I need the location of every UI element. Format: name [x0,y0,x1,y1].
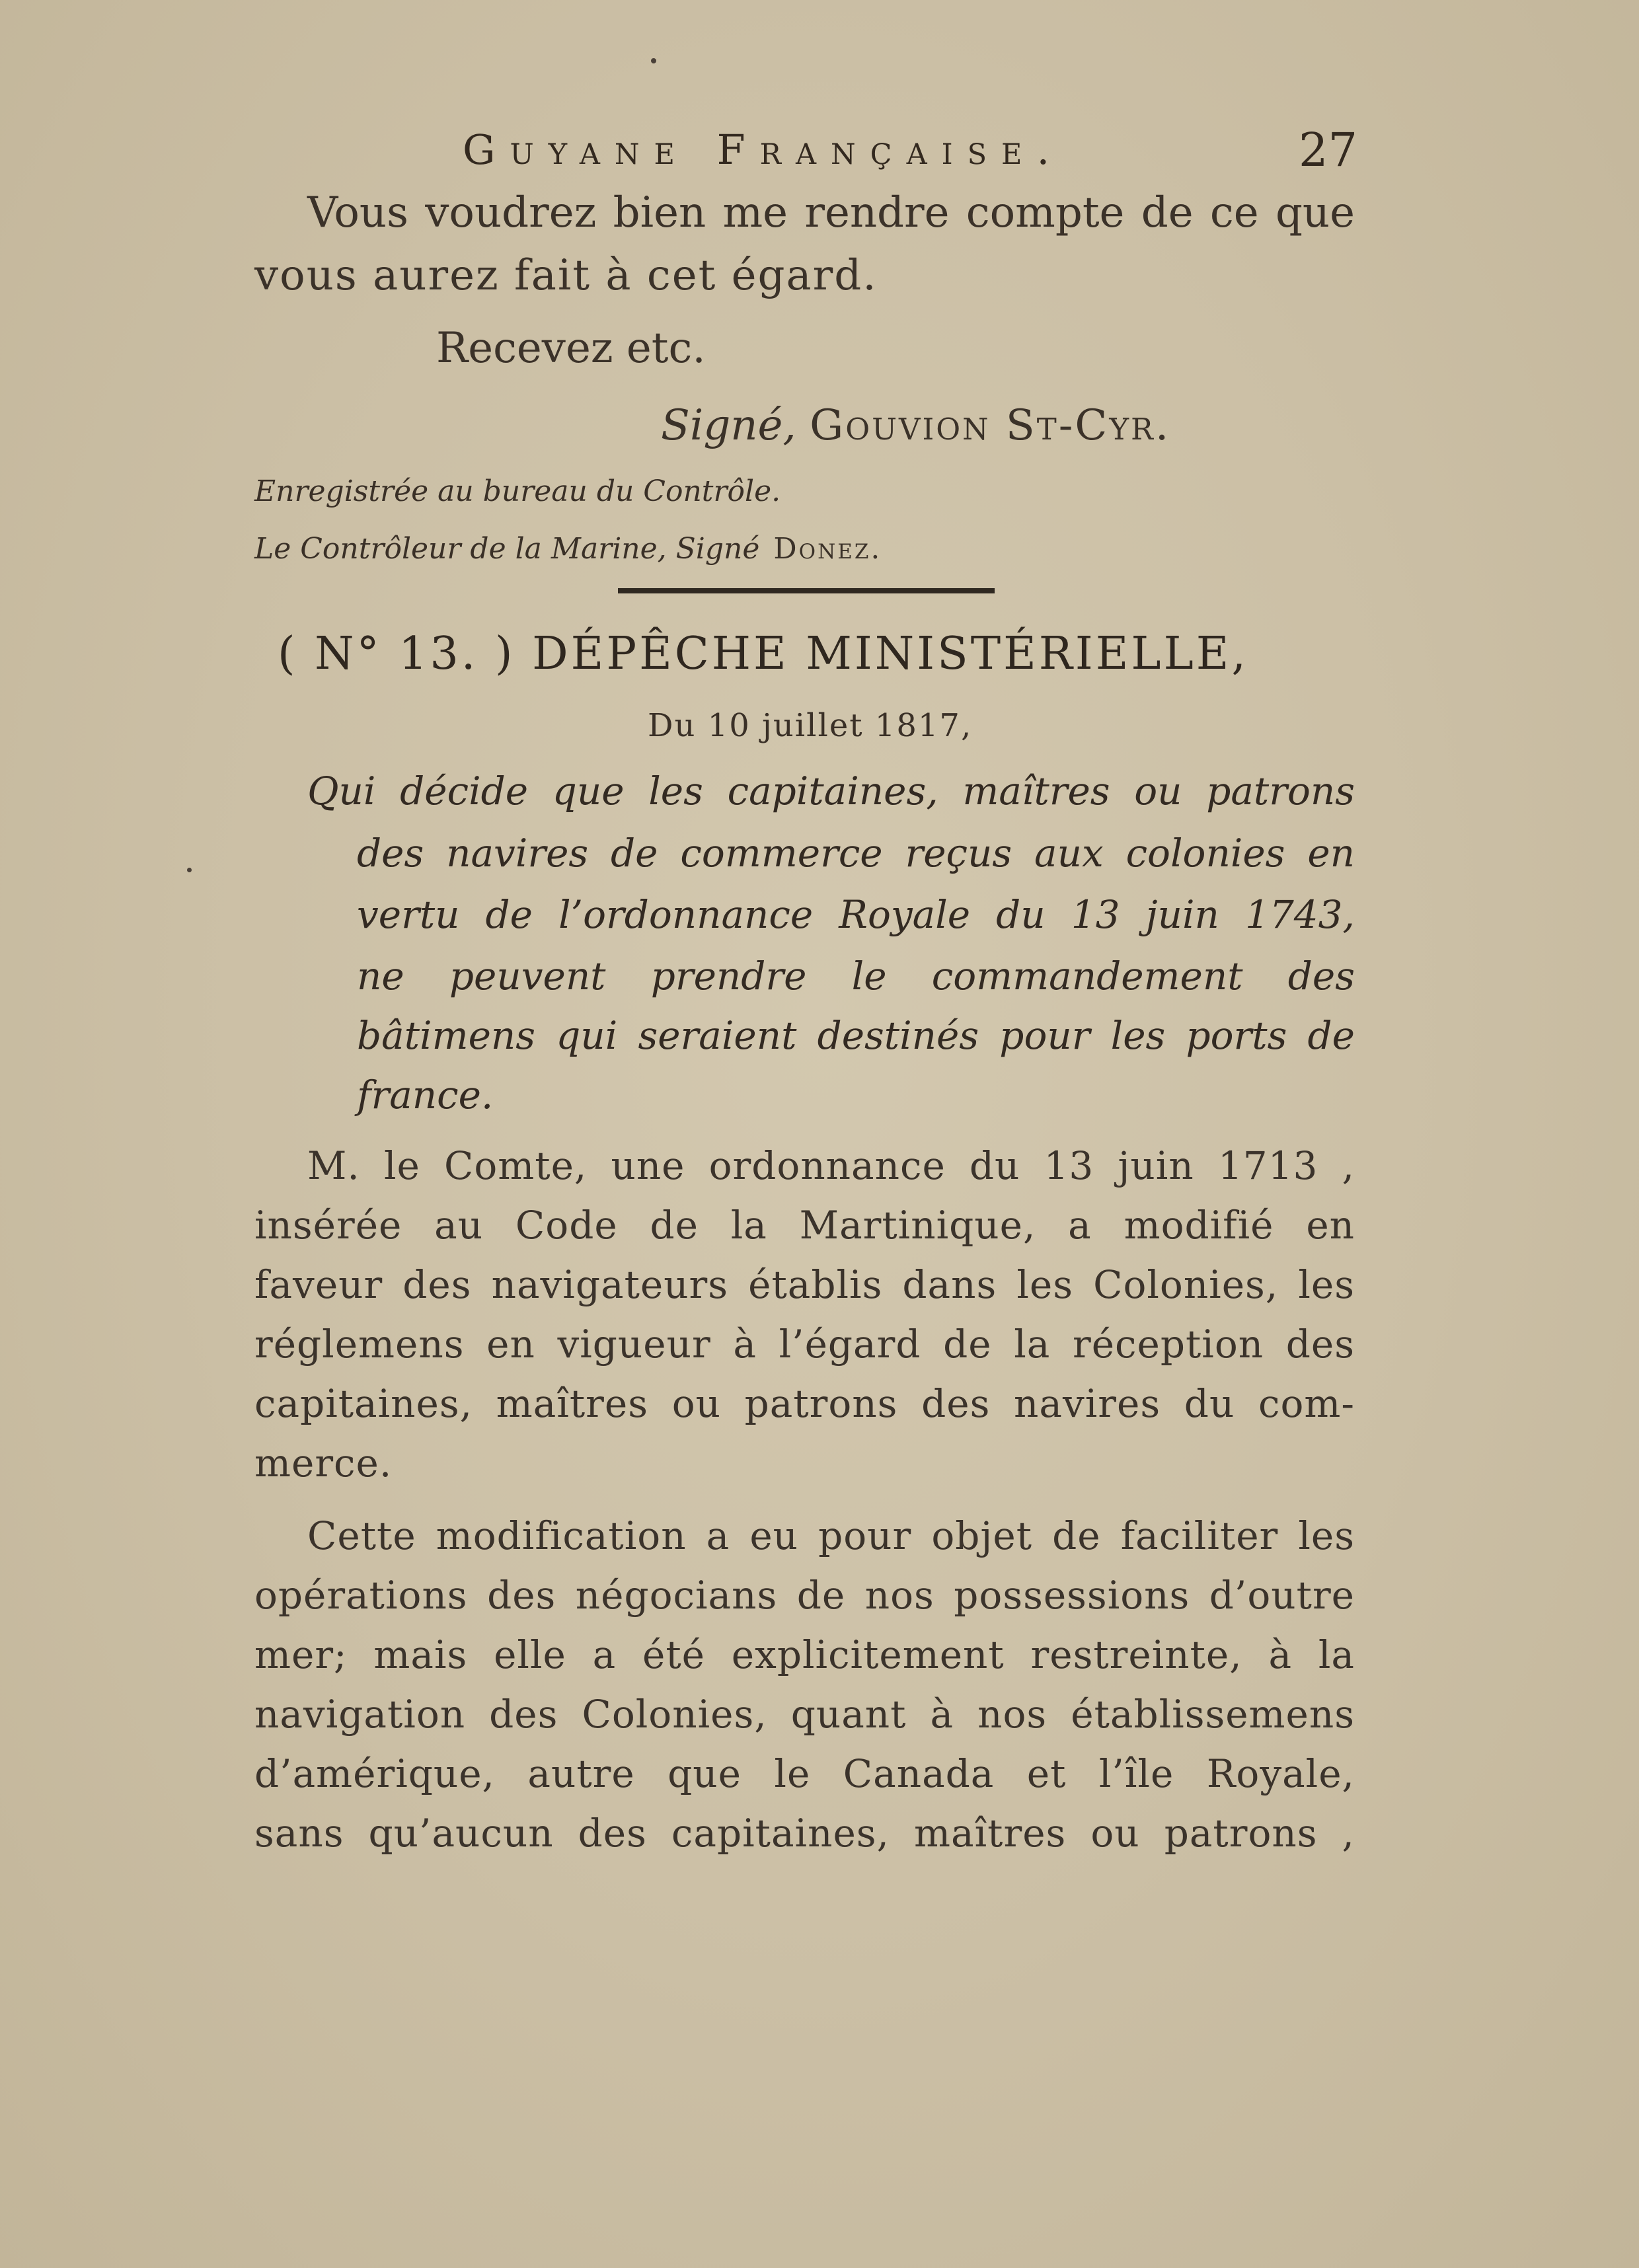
paragraph2-line-4: navigation des Colonies, quant à nos établissemens [254,1692,1355,1737]
paragraph2-line-5: d’amérique, autre que le Canada et l’île Royale, [254,1751,1355,1796]
summary-line-6: france. [357,1073,494,1117]
summary-line-1: Qui décide que les capitaines, maîtres ou patrons [307,769,1355,813]
signed-label: Signé, [661,401,796,450]
paragraph2-line-6: sans qu’aucun des capitaines, maîtres ou patrons , [254,1811,1355,1856]
registration-controller-name: Donez. [773,532,882,566]
summary-line-4: ne peuvent prendre le commandement des [357,954,1355,999]
summary-line-2: des navires de commerce reçus aux colonies en [357,831,1355,876]
letter-signature [661,401,1171,450]
ink-speck [651,58,656,63]
letter-line-2: vous aurez fait à cet égard. [254,251,878,300]
dispatch-heading: ( N° 13. ) DÉPÊCHE MINISTÉRIELLE, [278,628,1248,680]
paragraph1-line-5: capitaines, maîtres ou patrons des navires du com- [254,1381,1355,1426]
section-divider [618,588,995,593]
paragraph1-line-3: faveur des navigateurs établis dans les Colonies, les [254,1262,1355,1307]
registration-line-2 [254,522,882,566]
letter-line-1: Vous voudrez bien me rendre compte de ce que [307,188,1355,237]
signer-name: Gouvion St-Cyr. [810,401,1171,450]
registration-line-1: Enregistrée au bureau du Contrôle. [254,474,781,508]
registration-line-2-prefix: Le Contrôleur de la Marine, Signé [254,532,760,566]
paragraph1-line-2: insérée au Code de la Martinique, a modifié en [254,1203,1355,1248]
paragraph2-line-3: mer; mais elle a été explicitement restreinte, à la [254,1632,1355,1677]
letter-closing: Recevez etc. [436,324,706,373]
ink-speck [187,868,192,872]
running-header-title: Guyane Française. [463,126,1065,174]
summary-line-3: vertu de l’ordonnance Royale du 13 juin 1743, [357,892,1355,937]
paragraph2-line-1: Cette modification a eu pour objet de faciliter les [307,1513,1355,1558]
paragraph1-line-1: M. le Comte, une ordonnance du 13 juin 1713 , [307,1143,1355,1188]
paragraph2-line-2: opérations des négocians de nos possessions d’outre [254,1573,1355,1618]
paragraph1-line-6: merce. [254,1441,393,1486]
dispatch-date: Du 10 juillet 1817, [648,707,973,744]
page-number: 27 [1299,123,1358,177]
summary-line-5: bâtimens qui seraient destinés pour les ports de [357,1013,1355,1058]
paragraph1-line-4: réglemens en vigueur à l’égard de la réception des [254,1322,1355,1367]
